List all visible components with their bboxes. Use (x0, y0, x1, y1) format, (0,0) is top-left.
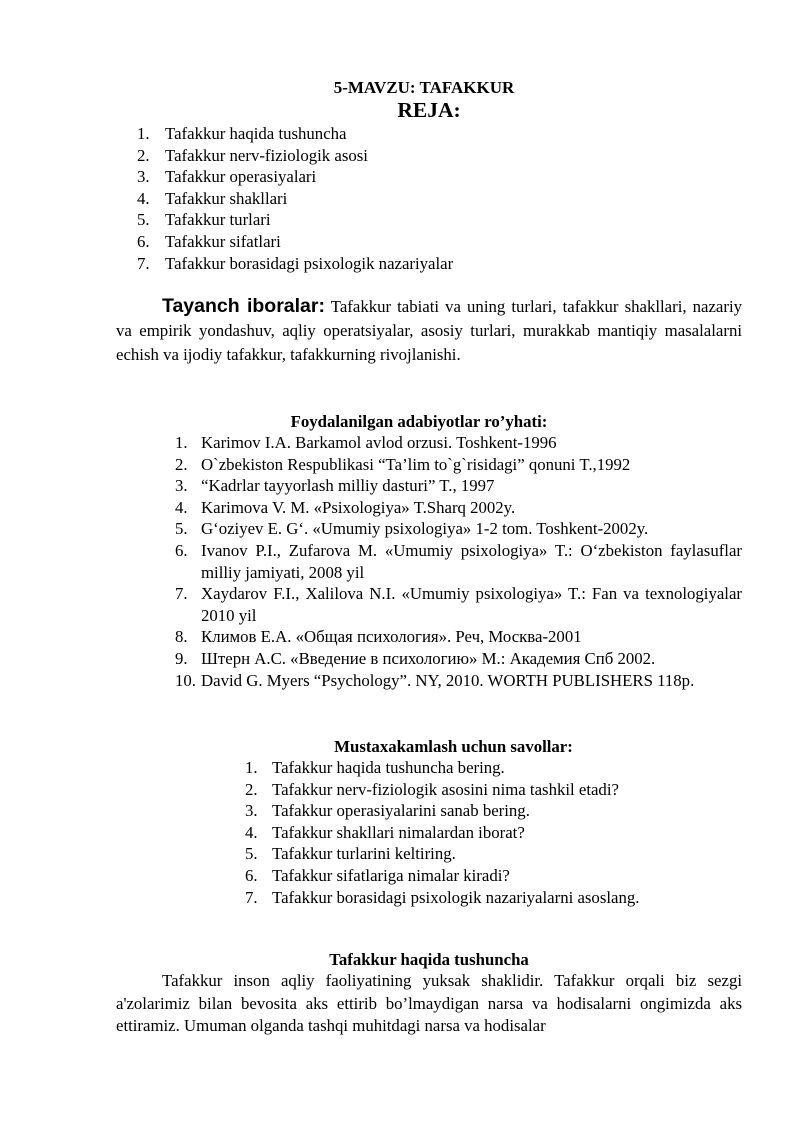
item-number: 3. (137, 167, 150, 187)
list-item (245, 865, 745, 887)
item-text: Ivanov P.I., Zufarova M. «Umumiy psixologiya» T.: O‘zbekiston faylasuflar milliy jamiyati, 2008 yil (201, 540, 742, 582)
questions-list (245, 757, 745, 908)
item-text: Tafakkur operasiyalari (165, 167, 317, 187)
item-number: 2. (175, 454, 188, 474)
item-number: 5. (137, 210, 150, 230)
list-item (245, 779, 745, 801)
item-number: 7. (137, 253, 150, 273)
item-number: 7. (245, 887, 258, 907)
item-number: 6. (245, 865, 258, 885)
item-text: Tafakkur operasiyalarini sanab bering. (272, 801, 530, 821)
list-item (175, 626, 742, 648)
item-number: 8. (175, 627, 188, 647)
item-text: David G. Myers “Psychology”. NY, 2010. WORTH PUBLISHERS 118p. (201, 670, 695, 690)
list-item (175, 432, 742, 454)
list-item (245, 887, 745, 909)
section-heading: Tafakkur haqida tushuncha (329, 950, 529, 969)
item-text: Tafakkur borasidagi psixologik nazariyalar (165, 253, 454, 273)
item-number: 7. (175, 584, 188, 604)
item-number: 2. (137, 145, 150, 165)
item-number: 1. (175, 433, 188, 452)
item-text: Tafakkur sifatlariga nimalar kiradi? (272, 865, 510, 885)
item-text: Tafakkur haqida tushuncha (165, 124, 347, 143)
item-text: Tafakkur nerv-fiziologik asosi (165, 145, 368, 165)
item-number: 1. (137, 124, 150, 143)
list-item (175, 583, 742, 626)
plan-list (137, 123, 757, 274)
item-text: Tafakkur haqida tushuncha bering. (272, 758, 505, 777)
topic-title: 5-MAVZU: TAFAKKUR (333, 78, 515, 97)
list-item (137, 123, 757, 145)
list-item (175, 648, 742, 670)
item-text: Tafakkur sifatlari (165, 231, 281, 251)
section-body-text: Tafakkur inson aqliy faoliyatining yuksak shaklidir. Tafakkur orqali biz sezgi a'zolarimiz bilan bevosita aks ettirib bo’lmaydigan narsa va hodisalarni ongimizda aks ettiramiz. Umuman olganda tashqi muhitdagi narsa va hodisalar (116, 971, 742, 1035)
item-number: 6. (137, 231, 150, 251)
list-item (137, 188, 757, 210)
list-item (245, 757, 745, 779)
list-item (175, 518, 742, 540)
list-item (137, 253, 757, 275)
item-number: 10. (175, 670, 196, 690)
list-item (175, 454, 742, 476)
item-text: Tafakkur turlari (165, 210, 271, 230)
item-text: Karimova V. M. «Psixologiya» T.Sharq 2002y. (201, 497, 516, 517)
list-item (137, 209, 757, 231)
item-text: Штерн А.С. «Введение в психологию» М.: Академия Спб 2002. (201, 648, 656, 668)
item-number: 4. (245, 822, 258, 842)
item-text: “Kadrlar tayyorlash milliy dasturi” T., 1997 (201, 476, 495, 496)
list-item (245, 800, 745, 822)
item-text: Tafakkur shakllari nimalardan iborat? (272, 822, 525, 842)
list-item (245, 822, 745, 844)
item-number: 3. (245, 801, 258, 821)
list-item (175, 497, 742, 519)
list-item (175, 670, 742, 692)
item-number: 1. (245, 758, 258, 777)
item-text: Tafakkur borasidagi psixologik nazariyalarni asoslang. (272, 887, 640, 907)
section-body-paragraph (116, 970, 742, 1038)
list-item (175, 475, 742, 497)
plan-heading: REJA: (397, 98, 461, 122)
item-number: 5. (175, 519, 188, 539)
item-text: Климов Е.А. «Общая психология». Реч, Москва-2001 (201, 627, 582, 647)
item-text: Tafakkur shakllari (165, 188, 288, 208)
item-number: 2. (245, 779, 258, 799)
keywords-paragraph (116, 294, 742, 367)
item-text: Tafakkur turlarini keltiring. (272, 844, 456, 864)
item-number: 6. (175, 540, 188, 560)
item-text: O`zbekiston Respublikasi “Ta’lim to`g`risidagi” qonuni T.,1992 (201, 454, 631, 474)
item-text: Karimov I.A. Barkamol avlod orzusi. Toshkent-1996 (201, 433, 557, 452)
item-number: 4. (137, 188, 150, 208)
item-number: 3. (175, 476, 188, 496)
keywords-text: Tafakkur tabiati va uning turlari, tafakkur shakllari, nazariy va empirik yondashuv, aqliy operatsiyalar, asosiy turlari, murakkab mantiqiy masalalarni echish va ijodiy tafakkur, tafakkurning rivojlanishi. (116, 297, 742, 364)
item-text: Tafakkur nerv-fiziologik asosini nima tashkil etadi? (272, 779, 619, 799)
item-text: Xaydarov F.I., Xalilova N.I. «Umumiy psixologiya» T.: Fan va texnologiyalar 2010 yil (201, 584, 742, 625)
list-item (175, 540, 742, 583)
keywords-label: Tayanch iboralar: (162, 295, 325, 317)
list-item (137, 231, 757, 253)
item-number: 5. (245, 844, 258, 864)
item-number: 4. (175, 497, 188, 517)
list-item (137, 166, 757, 188)
item-text: G‘oziyev E. G‘. «Umumiy psixologiya» 1-2 tom. Toshkent-2002y. (201, 519, 649, 539)
item-number: 9. (175, 648, 188, 668)
questions-heading: Mustaxakamlash uchun savollar: (334, 737, 573, 756)
list-item (245, 843, 745, 865)
list-item (137, 145, 757, 167)
literature-list (175, 432, 742, 691)
literature-heading: Foydalanilgan adabiyotlar ro’yhati: (290, 412, 548, 431)
